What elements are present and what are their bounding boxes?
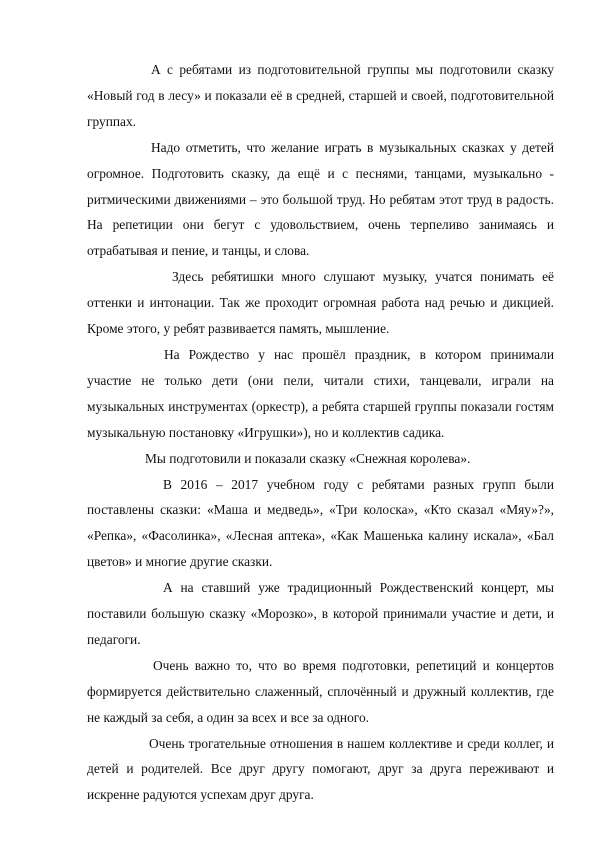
paragraph-relationships: Очень трогательные отношения в нашем коллективе и среди коллег, и детей и родителей. Все друг другу помогают, друг за друга переживают и искренне радуются успехам друг друга. — [87, 735, 554, 803]
paragraph-team-building: Очень важно то, что во время подготовки, репетиций и концертов формируется действительно слаженный, сплочённый и дружный коллектив, где не каждый за себя, а один за всех и все за одного. — [87, 657, 554, 725]
document-body — [87, 57, 554, 808]
paragraph-snow-queen: Мы подготовили и показали сказку «Снежная королева». — [145, 450, 471, 466]
paragraph-christmas-concert: А на ставший уже традиционный Рождественский концерт, мы поставили большую сказку «Морозко», в которой принимали участие и дети, и педагоги. — [87, 580, 554, 647]
paragraph-fairy-tale-new-year: А с ребятами из подготовительной группы мы подготовили сказку «Новый год в лесу» и показали её в средней, старшей и своей, подготовительной группах. — [87, 62, 554, 129]
paragraph-listening-music: Здесь ребятишки много слушают музыку, учатся понимать её оттенки и интонации. Так же проходит огромная работа над речью и дикцией. Кроме этого, у ребят развивается память, мышление. — [87, 269, 554, 337]
paragraph-christmas-holiday: На Рождество у нас прошёл праздник, в котором принимали участие не только дети (они пели, читали стихи, танцевали, играли на музыкальных инструментах (оркестр), а ребята старшей группы показали гостям музыкальную постановку «Игрушки»), но и коллектив садика. — [87, 346, 554, 440]
paragraph-school-year-2016-2017: В 2016 – 2017 учебном году с ребятами разных групп были поставлены сказки: «Маша и медведь», «Три колоска», «Кто сказал «Мяу»?», «Репка», «Фасолинка», «Лесная аптека», «Как Машенька калину искала», «Бал цветов» и многие другие сказки. — [87, 476, 554, 570]
paragraph-desire-to-play: Надо отметить, что желание играть в музыкальных сказках у детей огромное. Подготовить сказку, да ещё и с песнями, танцами, музыкально - ритмическими движениями – это большой труд. Но ребятам этот труд в радость. На репетиции они бегут с удовольствием, очень терпеливо занимаясь и отрабатывая и пение, и танцы, и слова. — [87, 139, 554, 259]
